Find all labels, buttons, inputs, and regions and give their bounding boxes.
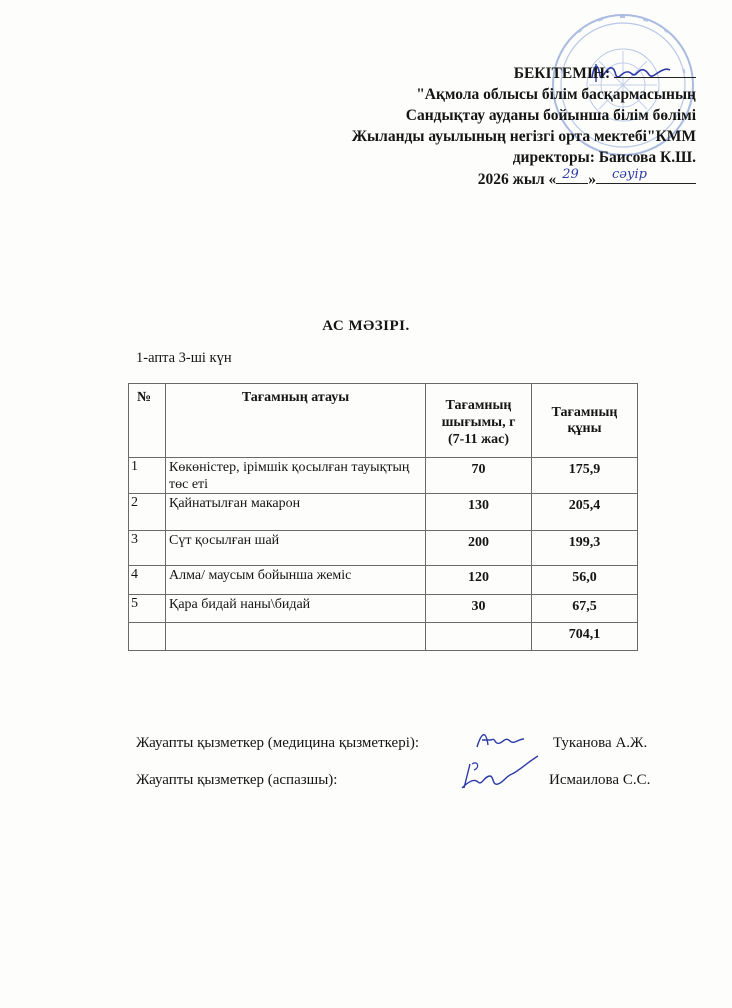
row-number: 4 xyxy=(129,566,166,595)
header-weight-line-1: Тағамның xyxy=(445,397,512,413)
organization-line-1: "Ақмола облысы білім басқармасының xyxy=(416,86,696,103)
dish-cost: 175,9 xyxy=(532,458,638,494)
total-empty-cell xyxy=(426,623,532,651)
approval-label: БЕКІТЕМІН: xyxy=(513,65,611,82)
header-cost xyxy=(532,384,638,458)
dish-name: Алма/ маусым бойынша жеміс xyxy=(166,566,426,595)
menu-table xyxy=(128,383,638,651)
table-row xyxy=(129,595,638,623)
date-close: » xyxy=(588,171,596,188)
dish-cost: 205,4 xyxy=(532,494,638,531)
dish-name: Қара бидай наны\бидай xyxy=(166,595,426,623)
header-weight-line-2: шығымы, г xyxy=(441,414,516,430)
table-total-row xyxy=(129,623,638,651)
date-prefix: 2026 жыл « xyxy=(477,171,557,188)
signature-line xyxy=(614,62,696,78)
approval-date xyxy=(352,168,696,190)
table-row xyxy=(129,494,638,531)
header-portion-weight xyxy=(426,384,532,458)
date-day-field xyxy=(556,168,588,184)
dish-weight: 70 xyxy=(426,458,532,494)
row-number: 5 xyxy=(129,595,166,623)
header-weight-line-3: (7-11 жас) xyxy=(447,431,510,447)
header-number: № xyxy=(129,384,166,458)
dish-weight: 130 xyxy=(426,494,532,531)
dish-name: Қайнатылған макарон xyxy=(166,494,426,531)
director-name: директоры: Баисова К.Ш. xyxy=(512,149,696,166)
dish-cost: 199,3 xyxy=(532,531,638,566)
medical-worker-signature xyxy=(474,727,530,751)
menu-subtitle: 1-апта 3-ші күн xyxy=(136,350,232,366)
staff-name-medical: Туканова А.Ж. xyxy=(553,735,648,751)
organization-line-2: Сандықтау ауданы бойынша білім бөлімі xyxy=(405,107,696,124)
dish-weight: 200 xyxy=(426,531,532,566)
dish-cost: 67,5 xyxy=(532,595,638,623)
total-empty-cell xyxy=(129,623,166,651)
date-month-handwritten: сәуір xyxy=(612,167,647,182)
dish-name: Сүт қосылған шай xyxy=(166,531,426,566)
date-month-field xyxy=(596,168,696,184)
approval-block xyxy=(352,62,696,190)
cook-signature xyxy=(454,752,540,794)
table-row xyxy=(129,566,638,595)
total-empty-cell xyxy=(166,623,426,651)
header-cost-line-1: Тағамның xyxy=(551,404,618,420)
dish-weight: 120 xyxy=(426,566,532,595)
staff-role-cook: Жауапты қызметкер (аспазшы): xyxy=(136,772,338,788)
total-cost: 704,1 xyxy=(532,623,638,651)
organization-line-3: Жыланды ауылының негізгі орта мектебі"КММ xyxy=(351,128,696,145)
dish-name: Көкөністер, ірімшік қосылған тауықтың төс еті xyxy=(166,458,426,494)
header-dish-name: Тағамның атауы xyxy=(166,384,426,458)
staff-role-medical: Жауапты қызметкер (медицина қызметкері): xyxy=(136,735,420,751)
table-row xyxy=(129,531,638,566)
table-row xyxy=(129,458,638,494)
row-number: 3 xyxy=(129,531,166,566)
table-header-row xyxy=(129,384,638,458)
row-number: 1 xyxy=(129,458,166,494)
staff-name-cook: Исмаилова С.С. xyxy=(549,772,651,788)
date-day-handwritten: 29 xyxy=(562,167,579,182)
menu-title: АС МӘЗІРІ. xyxy=(322,318,410,334)
row-number: 2 xyxy=(129,494,166,531)
dish-cost: 56,0 xyxy=(532,566,638,595)
header-cost-line-2: құны xyxy=(567,420,602,436)
dish-weight: 30 xyxy=(426,595,532,623)
